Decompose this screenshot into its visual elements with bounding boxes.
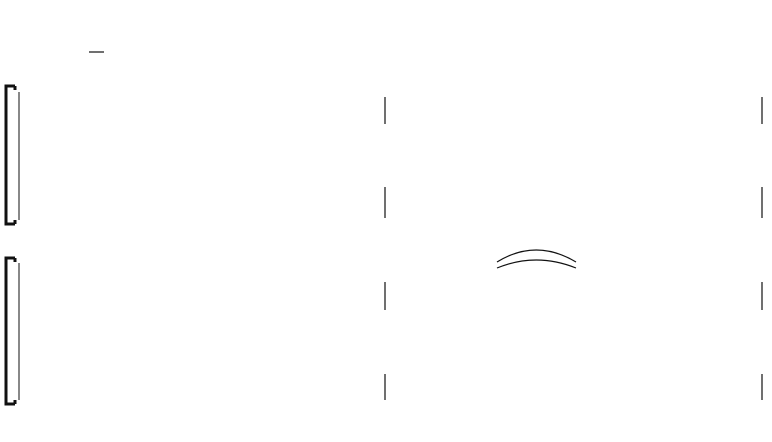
system1-bracket — [6, 86, 15, 224]
barlines — [385, 97, 762, 400]
system2-bracket — [6, 258, 15, 404]
tie-arc — [497, 260, 576, 268]
